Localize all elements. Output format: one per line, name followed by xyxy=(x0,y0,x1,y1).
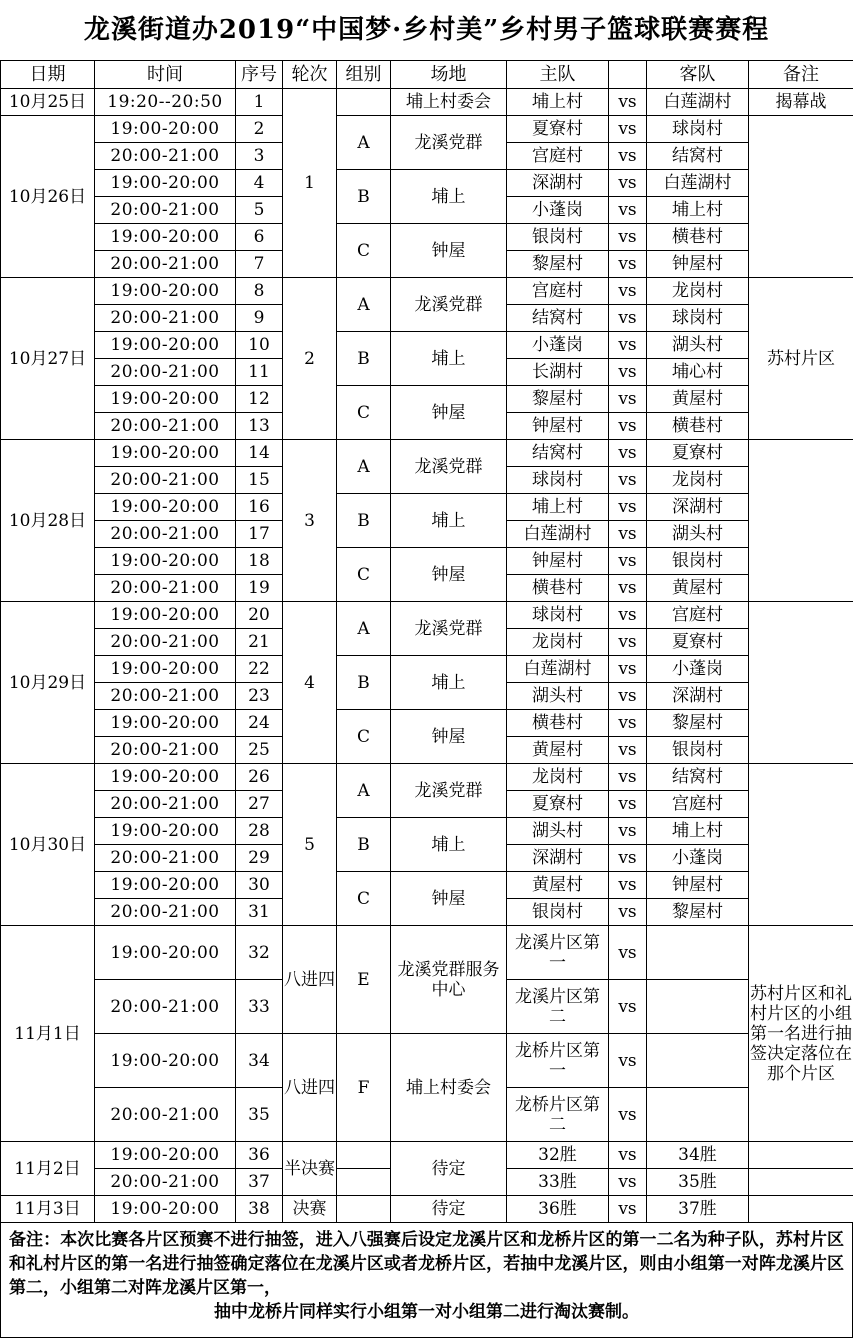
no-cell: 38 xyxy=(236,1196,283,1223)
time-cell: 20:00-21:00 xyxy=(95,575,236,602)
note-cell xyxy=(749,1196,853,1223)
note-cell: 揭幕战 xyxy=(749,89,853,116)
group-cell: C xyxy=(337,710,391,764)
vs-cell: vs xyxy=(609,521,647,548)
venue-cell: 龙溪党群 xyxy=(391,278,507,332)
group-cell: F xyxy=(337,1034,391,1142)
vs-cell: vs xyxy=(609,737,647,764)
time-cell: 20:00-21:00 xyxy=(95,1169,236,1196)
no-cell: 8 xyxy=(236,278,283,305)
venue-cell: 龙溪党群 xyxy=(391,440,507,494)
vs-cell: vs xyxy=(609,548,647,575)
away-cell xyxy=(647,926,749,980)
round-cell: 八进四 xyxy=(283,926,337,1034)
vs-cell: vs xyxy=(609,413,647,440)
no-cell: 36 xyxy=(236,1142,283,1169)
time-cell: 19:00-20:00 xyxy=(95,332,236,359)
vs-cell: vs xyxy=(609,764,647,791)
time-cell: 19:00-20:00 xyxy=(95,386,236,413)
time-cell: 19:00-20:00 xyxy=(95,170,236,197)
time-cell: 20:00-21:00 xyxy=(95,899,236,926)
time-cell: 20:00-21:00 xyxy=(95,683,236,710)
home-cell: 横巷村 xyxy=(507,575,609,602)
away-cell: 银岗村 xyxy=(647,737,749,764)
time-cell: 19:00-20:00 xyxy=(95,602,236,629)
footer-text: 备注：本次比赛各片区预赛不进行抽签，进入八强赛后设定龙溪片区和龙桥片区的第一二名为种子队，苏村片区和礼村片区的第一名进行抽签确定落位在龙溪片区或者龙桥片区，若抽中龙溪片区，则由小组第一对阵龙溪片区第二，小组第二对阵龙溪片区第一， xyxy=(9,1230,844,1298)
venue-cell: 埔上村委会 xyxy=(391,1034,507,1142)
table-row xyxy=(1,278,853,305)
vs-cell: vs xyxy=(609,980,647,1034)
round-cell: 3 xyxy=(283,440,337,602)
no-cell: 16 xyxy=(236,494,283,521)
vs-cell: vs xyxy=(609,1196,647,1223)
no-cell: 28 xyxy=(236,818,283,845)
table-row xyxy=(1,710,853,737)
date-cell: 10月26日 xyxy=(1,116,95,278)
vs-cell: vs xyxy=(609,494,647,521)
group-cell: C xyxy=(337,548,391,602)
group-cell: B xyxy=(337,170,391,224)
time-cell: 19:00-20:00 xyxy=(95,926,236,980)
table-row xyxy=(1,170,853,197)
venue-cell: 埔上 xyxy=(391,170,507,224)
home-cell: 横巷村 xyxy=(507,710,609,737)
venue-cell: 钟屋 xyxy=(391,872,507,926)
table-row xyxy=(1,656,853,683)
date-cell: 11月2日 xyxy=(1,1142,95,1196)
no-cell: 9 xyxy=(236,305,283,332)
time-cell: 19:00-20:00 xyxy=(95,710,236,737)
table-row xyxy=(1,602,853,629)
vs-cell: vs xyxy=(609,872,647,899)
table-row xyxy=(1,1196,853,1223)
away-cell: 黄屋村 xyxy=(647,386,749,413)
time-cell: 20:00-21:00 xyxy=(95,197,236,224)
no-cell: 31 xyxy=(236,899,283,926)
no-cell: 23 xyxy=(236,683,283,710)
venue-cell: 埔上 xyxy=(391,332,507,386)
vs-cell: vs xyxy=(609,656,647,683)
no-cell: 6 xyxy=(236,224,283,251)
home-cell: 夏寮村 xyxy=(507,116,609,143)
no-cell: 13 xyxy=(236,413,283,440)
no-cell: 37 xyxy=(236,1169,283,1196)
vs-cell: vs xyxy=(609,926,647,980)
note-cell: 苏村片区和礼村片区的小组第一名进行抽签决定落位在那个片区 xyxy=(749,926,853,1142)
away-cell: 小蓬岗 xyxy=(647,656,749,683)
group-cell: B xyxy=(337,494,391,548)
time-cell: 19:00-20:00 xyxy=(95,116,236,143)
table-row xyxy=(1,116,853,143)
group-cell: B xyxy=(337,818,391,872)
home-cell: 33胜 xyxy=(507,1169,609,1196)
date-cell: 10月27日 xyxy=(1,278,95,440)
no-cell: 17 xyxy=(236,521,283,548)
group-cell: A xyxy=(337,278,391,332)
no-cell: 1 xyxy=(236,89,283,116)
home-cell: 结窝村 xyxy=(507,305,609,332)
away-cell: 黎屋村 xyxy=(647,899,749,926)
home-cell: 32胜 xyxy=(507,1142,609,1169)
table-row xyxy=(1,872,853,899)
away-cell: 35胜 xyxy=(647,1169,749,1196)
vs-cell: vs xyxy=(609,305,647,332)
time-cell: 20:00-21:00 xyxy=(95,521,236,548)
no-cell: 26 xyxy=(236,764,283,791)
vs-cell: vs xyxy=(609,899,647,926)
date-cell: 10月29日 xyxy=(1,602,95,764)
time-cell: 20:00-21:00 xyxy=(95,1088,236,1142)
home-cell: 长湖村 xyxy=(507,359,609,386)
note-cell: 苏村片区 xyxy=(749,278,853,440)
venue-cell: 待定 xyxy=(391,1142,507,1196)
vs-cell: vs xyxy=(609,818,647,845)
header-group: 组别 xyxy=(337,61,391,89)
table-row xyxy=(1,1034,853,1088)
home-cell: 黄屋村 xyxy=(507,872,609,899)
home-cell: 白莲湖村 xyxy=(507,521,609,548)
vs-cell: vs xyxy=(609,683,647,710)
away-cell: 白莲湖村 xyxy=(647,170,749,197)
header-away: 客队 xyxy=(647,61,749,89)
header-vs xyxy=(609,61,647,89)
note-cell xyxy=(749,1169,853,1196)
venue-cell: 埔上 xyxy=(391,656,507,710)
home-cell: 深湖村 xyxy=(507,845,609,872)
home-cell: 白莲湖村 xyxy=(507,656,609,683)
away-cell xyxy=(647,1088,749,1142)
header-no: 序号 xyxy=(236,61,283,89)
date-cell: 11月3日 xyxy=(1,1196,95,1223)
vs-cell: vs xyxy=(609,710,647,737)
vs-cell: vs xyxy=(609,575,647,602)
home-cell: 黎屋村 xyxy=(507,386,609,413)
away-cell: 湖头村 xyxy=(647,332,749,359)
group-cell: A xyxy=(337,116,391,170)
away-cell: 结窝村 xyxy=(647,764,749,791)
time-cell: 19:00-20:00 xyxy=(95,656,236,683)
header-time: 时间 xyxy=(95,61,236,89)
away-cell: 37胜 xyxy=(647,1196,749,1223)
vs-cell: vs xyxy=(609,332,647,359)
no-cell: 27 xyxy=(236,791,283,818)
group-cell: E xyxy=(337,926,391,1034)
away-cell: 横巷村 xyxy=(647,413,749,440)
home-cell: 结窝村 xyxy=(507,440,609,467)
time-cell: 20:00-21:00 xyxy=(95,413,236,440)
away-cell: 龙岗村 xyxy=(647,278,749,305)
vs-cell: vs xyxy=(609,1034,647,1088)
home-cell: 宫庭村 xyxy=(507,278,609,305)
home-cell: 龙溪片区第一 xyxy=(507,926,609,980)
home-cell: 球岗村 xyxy=(507,602,609,629)
vs-cell: vs xyxy=(609,845,647,872)
away-cell: 结窝村 xyxy=(647,143,749,170)
group-cell xyxy=(337,1142,391,1169)
vs-cell: vs xyxy=(609,1088,647,1142)
away-cell: 横巷村 xyxy=(647,224,749,251)
venue-cell: 龙溪党群 xyxy=(391,116,507,170)
round-cell: 4 xyxy=(283,602,337,764)
vs-cell: vs xyxy=(609,1142,647,1169)
venue-cell: 钟屋 xyxy=(391,386,507,440)
time-cell: 20:00-21:00 xyxy=(95,467,236,494)
note-cell xyxy=(749,1142,853,1169)
venue-cell: 龙溪党群服务中心 xyxy=(391,926,507,1034)
time-cell: 20:00-21:00 xyxy=(95,845,236,872)
vs-cell: vs xyxy=(609,143,647,170)
no-cell: 29 xyxy=(236,845,283,872)
home-cell: 龙岗村 xyxy=(507,629,609,656)
time-cell: 19:00-20:00 xyxy=(95,818,236,845)
venue-cell: 钟屋 xyxy=(391,224,507,278)
vs-cell: vs xyxy=(609,224,647,251)
group-cell xyxy=(337,1169,391,1196)
home-cell: 龙桥片区第二 xyxy=(507,1088,609,1142)
no-cell: 34 xyxy=(236,1034,283,1088)
home-cell: 龙岗村 xyxy=(507,764,609,791)
no-cell: 22 xyxy=(236,656,283,683)
time-cell: 19:00-20:00 xyxy=(95,1196,236,1223)
home-cell: 埔上村 xyxy=(507,89,609,116)
table-row xyxy=(1,1142,853,1169)
vs-cell: vs xyxy=(609,197,647,224)
home-cell: 埔上村 xyxy=(507,494,609,521)
no-cell: 10 xyxy=(236,332,283,359)
table-row xyxy=(1,224,853,251)
table-row xyxy=(1,764,853,791)
round-cell: 半决赛 xyxy=(283,1142,337,1196)
away-cell: 球岗村 xyxy=(647,305,749,332)
home-cell: 龙溪片区第二 xyxy=(507,980,609,1034)
group-cell: B xyxy=(337,332,391,386)
note-cell xyxy=(749,602,853,764)
vs-cell: vs xyxy=(609,116,647,143)
home-cell: 夏寮村 xyxy=(507,791,609,818)
away-cell: 34胜 xyxy=(647,1142,749,1169)
away-cell: 宫庭村 xyxy=(647,602,749,629)
home-cell: 湖头村 xyxy=(507,683,609,710)
vs-cell: vs xyxy=(609,251,647,278)
venue-cell: 龙溪党群 xyxy=(391,764,507,818)
note-cell xyxy=(749,440,853,602)
vs-cell: vs xyxy=(609,1169,647,1196)
time-cell: 19:00-20:00 xyxy=(95,1034,236,1088)
no-cell: 3 xyxy=(236,143,283,170)
away-cell: 银岗村 xyxy=(647,548,749,575)
no-cell: 15 xyxy=(236,467,283,494)
vs-cell: vs xyxy=(609,278,647,305)
venue-cell: 埔上 xyxy=(391,818,507,872)
time-cell: 20:00-21:00 xyxy=(95,143,236,170)
no-cell: 32 xyxy=(236,926,283,980)
away-cell: 夏寮村 xyxy=(647,440,749,467)
header-date: 日期 xyxy=(1,61,95,89)
table-row xyxy=(1,332,853,359)
round-cell: 八进四 xyxy=(283,1034,337,1142)
home-cell: 钟屋村 xyxy=(507,548,609,575)
time-cell: 20:00-21:00 xyxy=(95,980,236,1034)
round-cell: 5 xyxy=(283,764,337,926)
vs-cell: vs xyxy=(609,629,647,656)
time-cell: 19:00-20:00 xyxy=(95,872,236,899)
away-cell: 埔上村 xyxy=(647,197,749,224)
no-cell: 2 xyxy=(236,116,283,143)
group-cell: C xyxy=(337,224,391,278)
table-row xyxy=(1,548,853,575)
away-cell: 钟屋村 xyxy=(647,872,749,899)
time-cell: 20:00-21:00 xyxy=(95,305,236,332)
time-cell: 20:00-21:00 xyxy=(95,629,236,656)
table-row xyxy=(1,926,853,980)
away-cell: 湖头村 xyxy=(647,521,749,548)
away-cell: 黎屋村 xyxy=(647,710,749,737)
date-cell: 10月25日 xyxy=(1,89,95,116)
home-cell: 宫庭村 xyxy=(507,143,609,170)
header-venue: 场地 xyxy=(391,61,507,89)
time-cell: 19:20--20:50 xyxy=(95,89,236,116)
footer-last-line: 抽中龙桥片同样实行小组第一对小组第二进行淘汰赛制。 xyxy=(214,1302,639,1322)
table-row xyxy=(1,818,853,845)
date-cell: 10月30日 xyxy=(1,764,95,926)
no-cell: 11 xyxy=(236,359,283,386)
vs-cell: vs xyxy=(609,359,647,386)
time-cell: 19:00-20:00 xyxy=(95,1142,236,1169)
vs-cell: vs xyxy=(609,386,647,413)
group-cell xyxy=(337,1196,391,1223)
venue-cell: 埔上村委会 xyxy=(391,89,507,116)
no-cell: 12 xyxy=(236,386,283,413)
date-cell: 11月1日 xyxy=(1,926,95,1142)
no-cell: 5 xyxy=(236,197,283,224)
page-title: 龙溪街道办2019“中国梦·乡村美”乡村男子篮球联赛赛程 xyxy=(83,15,770,45)
time-cell: 20:00-21:00 xyxy=(95,251,236,278)
time-cell: 20:00-21:00 xyxy=(95,359,236,386)
vs-cell: vs xyxy=(609,170,647,197)
table-row xyxy=(1,386,853,413)
group-cell: A xyxy=(337,764,391,818)
note-cell xyxy=(749,764,853,926)
away-cell: 埔心村 xyxy=(647,359,749,386)
table-row xyxy=(1,440,853,467)
away-cell: 深湖村 xyxy=(647,494,749,521)
away-cell: 小蓬岗 xyxy=(647,845,749,872)
table-row xyxy=(1,89,853,116)
group-cell: A xyxy=(337,602,391,656)
home-cell: 小蓬岗 xyxy=(507,332,609,359)
home-cell: 36胜 xyxy=(507,1196,609,1223)
round-cell: 1 xyxy=(283,89,337,278)
venue-cell: 龙溪党群 xyxy=(391,602,507,656)
group-cell: A xyxy=(337,440,391,494)
no-cell: 18 xyxy=(236,548,283,575)
header-note: 备注 xyxy=(749,61,853,89)
time-cell: 19:00-20:00 xyxy=(95,764,236,791)
away-cell: 埔上村 xyxy=(647,818,749,845)
home-cell: 银岗村 xyxy=(507,224,609,251)
away-cell: 龙岗村 xyxy=(647,467,749,494)
round-cell: 决赛 xyxy=(283,1196,337,1223)
away-cell: 钟屋村 xyxy=(647,251,749,278)
no-cell: 24 xyxy=(236,710,283,737)
header-home: 主队 xyxy=(507,61,609,89)
home-cell: 钟屋村 xyxy=(507,413,609,440)
date-cell: 10月28日 xyxy=(1,440,95,602)
home-cell: 黄屋村 xyxy=(507,737,609,764)
round-cell: 2 xyxy=(283,278,337,440)
home-cell: 黎屋村 xyxy=(507,251,609,278)
time-cell: 20:00-21:00 xyxy=(95,737,236,764)
group-cell xyxy=(337,89,391,116)
table-row xyxy=(1,494,853,521)
group-cell: C xyxy=(337,872,391,926)
time-cell: 20:00-21:00 xyxy=(95,791,236,818)
no-cell: 30 xyxy=(236,872,283,899)
time-cell: 19:00-20:00 xyxy=(95,224,236,251)
note-cell xyxy=(749,116,853,278)
group-cell: C xyxy=(337,386,391,440)
no-cell: 4 xyxy=(236,170,283,197)
home-cell: 小蓬岗 xyxy=(507,197,609,224)
vs-cell: vs xyxy=(609,440,647,467)
vs-cell: vs xyxy=(609,791,647,818)
time-cell: 19:00-20:00 xyxy=(95,278,236,305)
venue-cell: 钟屋 xyxy=(391,710,507,764)
away-cell: 夏寮村 xyxy=(647,629,749,656)
no-cell: 19 xyxy=(236,575,283,602)
home-cell: 深湖村 xyxy=(507,170,609,197)
header-row xyxy=(1,61,853,89)
away-cell xyxy=(647,1034,749,1088)
schedule-table xyxy=(0,60,853,1223)
header-round: 轮次 xyxy=(283,61,337,89)
away-cell: 白莲湖村 xyxy=(647,89,749,116)
home-cell: 龙桥片区第一 xyxy=(507,1034,609,1088)
home-cell: 球岗村 xyxy=(507,467,609,494)
away-cell: 球岗村 xyxy=(647,116,749,143)
time-cell: 19:00-20:00 xyxy=(95,440,236,467)
no-cell: 7 xyxy=(236,251,283,278)
away-cell: 宫庭村 xyxy=(647,791,749,818)
away-cell xyxy=(647,980,749,1034)
vs-cell: vs xyxy=(609,467,647,494)
no-cell: 20 xyxy=(236,602,283,629)
no-cell: 35 xyxy=(236,1088,283,1142)
vs-cell: vs xyxy=(609,602,647,629)
away-cell: 黄屋村 xyxy=(647,575,749,602)
footer-note xyxy=(0,1222,853,1338)
no-cell: 33 xyxy=(236,980,283,1034)
home-cell: 湖头村 xyxy=(507,818,609,845)
group-cell: B xyxy=(337,656,391,710)
venue-cell: 待定 xyxy=(391,1196,507,1223)
away-cell: 深湖村 xyxy=(647,683,749,710)
venue-cell: 埔上 xyxy=(391,494,507,548)
no-cell: 25 xyxy=(236,737,283,764)
no-cell: 14 xyxy=(236,440,283,467)
no-cell: 21 xyxy=(236,629,283,656)
time-cell: 19:00-20:00 xyxy=(95,494,236,521)
time-cell: 19:00-20:00 xyxy=(95,548,236,575)
vs-cell: vs xyxy=(609,89,647,116)
home-cell: 银岗村 xyxy=(507,899,609,926)
venue-cell: 钟屋 xyxy=(391,548,507,602)
